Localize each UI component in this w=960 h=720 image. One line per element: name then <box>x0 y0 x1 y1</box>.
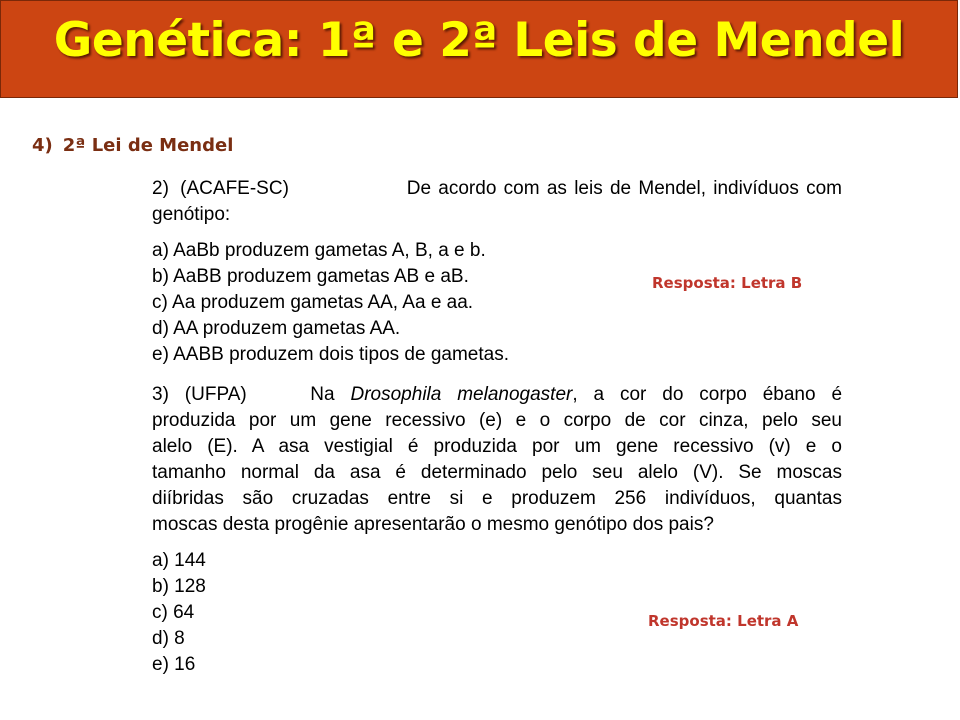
question-1-option-e: e) AABB produzem dois tipos de gametas. <box>152 344 509 365</box>
scanned-questions <box>152 176 842 678</box>
question-2-line5: diíbridas são cruzadas entre si e produzem 256 indivíduos, quantas <box>152 488 842 509</box>
section-heading <box>32 135 233 156</box>
section-number: 4) <box>32 135 53 156</box>
question-2-option-b: b) 128 <box>152 576 206 597</box>
question-1-option-b: b) AaBB produzem gametas AB e aB. <box>152 266 469 287</box>
question-2-species: Drosophila melanogaster <box>350 384 573 405</box>
slide-title: Genética: 1ª e 2ª Leis de Mendel <box>53 13 905 68</box>
question-2-line6: moscas desta progênie apresentarão o mesmo genótipo dos pais? <box>152 514 714 535</box>
question-2-line1 <box>152 382 842 408</box>
question-1-tag: 2) (ACAFE-SC) <box>152 178 289 199</box>
answer-question-1: Resposta: Letra B <box>652 274 803 292</box>
answer-question-2: Resposta: Letra A <box>648 612 799 630</box>
question-2-suffix: , a cor do corpo ébano é <box>572 384 843 405</box>
question-2-prefix: Na <box>310 384 335 405</box>
question-2-option-d: d) 8 <box>152 628 185 649</box>
question-1-text-line2: genótipo: <box>152 204 231 225</box>
question-2-line3: alelo (E). A asa vestigial é produzida por um gene recessivo (v) e o <box>152 436 842 457</box>
question-2-option-e: e) 16 <box>152 654 196 675</box>
question-1-options <box>152 238 842 368</box>
question-1-option-c: c) Aa produzem gametas AA, Aa e aa. <box>152 292 474 313</box>
title-banner <box>0 0 958 98</box>
question-1-option-a: a) AaBb produzem gametas A, B, a e b. <box>152 240 486 261</box>
question-1-header <box>152 176 842 202</box>
question-1-text-line1: De acordo com as leis de Mendel, indivíduos com <box>406 178 842 199</box>
question-2-option-c: c) 64 <box>152 602 195 623</box>
question-2-line4: tamanho normal da asa é determinado pelo seu alelo (V). Se moscas <box>152 462 842 483</box>
question-2-tag: 3) (UFPA) <box>152 384 247 405</box>
section-label: 2ª Lei de Mendel <box>62 135 234 156</box>
question-2-option-a: a) 144 <box>152 550 206 571</box>
question-1-option-d: d) AA produzem gametas AA. <box>152 318 401 339</box>
question-2-line2: produzida por um gene recessivo (e) e o corpo de cor cinza, pelo seu <box>152 410 842 431</box>
